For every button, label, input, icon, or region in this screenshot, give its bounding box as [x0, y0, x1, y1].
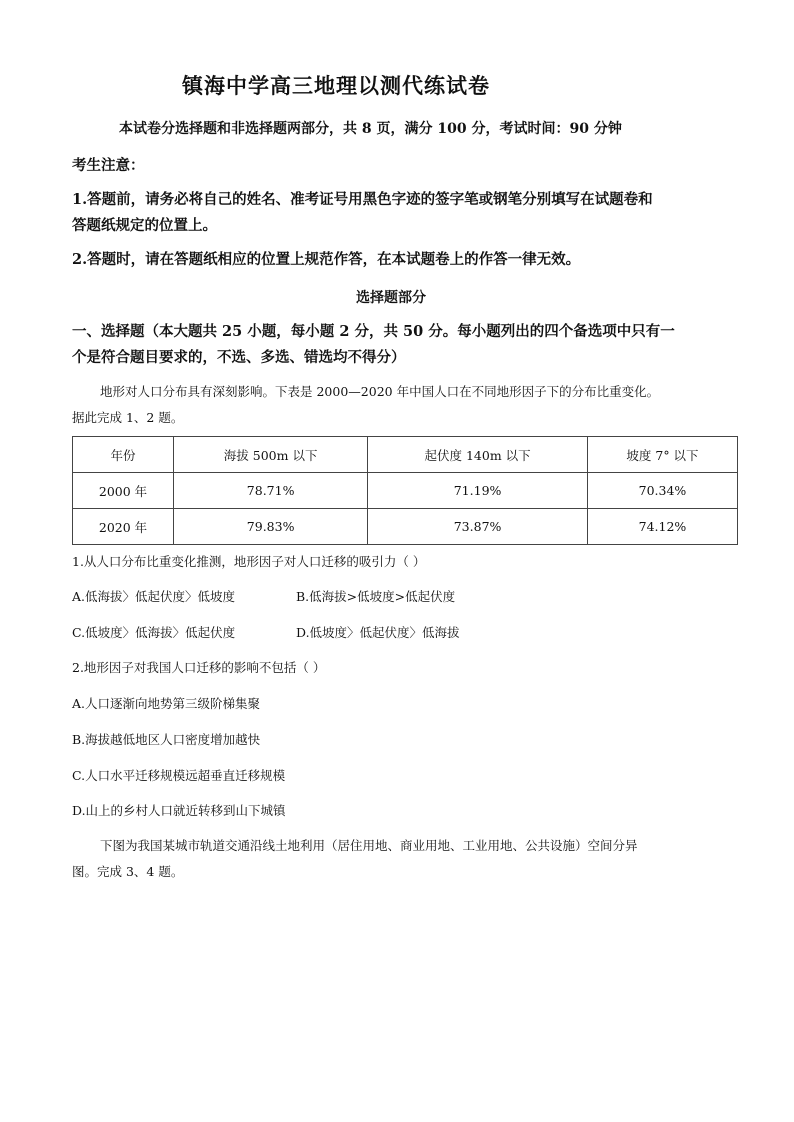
table-header-cell: 起伏度 140m 以下: [368, 437, 588, 473]
exam-info: 本试卷分选择题和非选择题两部分，共 8 页，满分 100 分，考试时间：90 分钟: [119, 121, 622, 137]
section-title: 选择题部分: [356, 290, 426, 306]
material-1-line-1: 地形对人口分布具有深刻影响。下表是 2000—2020 年中国人口在不同地形因子下的分布比重变化。: [100, 384, 660, 399]
table-header-cell: 坡度 7° 以下: [587, 437, 737, 473]
table-cell: 78.71%: [174, 473, 368, 509]
material-2-line-2: 图。完成 3、4 题。: [72, 864, 184, 879]
notice-item-2: 2.答题时，请在答题纸相应的位置上规范作答，在本试题卷上的作答一律无效。: [72, 251, 581, 268]
table-cell: 2020 年: [73, 509, 174, 545]
question-2-option-d: D.山上的乡村人口就近转移到山下城镇: [72, 803, 286, 818]
question-1-option-d: D.低坡度〉低起伏度〉低海拔: [296, 625, 460, 640]
question-1-option-a: A.低海拔〉低起伏度〉低坡度: [72, 589, 236, 604]
question-2-stem: 2.地形因子对我国人口迁移的影响不包括（ ）: [72, 660, 326, 675]
table-cell: 2000 年: [73, 473, 174, 509]
table-header-cell: 年份: [73, 437, 174, 473]
table-cell: 70.34%: [587, 473, 737, 509]
table-header-row: [73, 437, 738, 473]
question-1-option-c: C.低坡度〉低海拔〉低起伏度: [72, 625, 236, 640]
table-cell: 73.87%: [368, 509, 588, 545]
question-2-option-b: B.海拔越低地区人口密度增加越快: [72, 732, 261, 747]
table-row: [73, 473, 738, 509]
notice-item-1-line-1: 1.答题前，请务必将自己的姓名、准考证号用黑色字迹的签字笔或钢笔分别填写在试题卷和: [72, 191, 653, 208]
notice-heading: 考生注意：: [72, 157, 145, 174]
table-cell: 79.83%: [174, 509, 368, 545]
table-cell: 71.19%: [368, 473, 588, 509]
material-2-line-1: 下图为我国某城市轨道交通沿线土地利用（居住用地、商业用地、工业用地、公共设施）空间分异: [100, 838, 638, 853]
page-title: 镇海中学高三地理以测代练试卷: [182, 73, 490, 98]
notice-item-1-line-2: 答题纸规定的位置上。: [72, 217, 217, 234]
section-instruction-line-2: 个是符合题目要求的，不选、多选、错选均不得分）: [72, 349, 406, 366]
population-distribution-table: [72, 436, 738, 545]
question-1-stem: 1.从人口分布比重变化推测，地形因子对人口迁移的吸引力（ ）: [72, 554, 426, 569]
table-header-cell: 海拔 500m 以下: [174, 437, 368, 473]
table-cell: 74.12%: [587, 509, 737, 545]
question-1-option-b: B.低海拔>低坡度>低起伏度: [296, 589, 456, 604]
table-row: [73, 509, 738, 545]
section-instruction-line-1: 一、选择题（本大题共 25 小题，每小题 2 分，共 50 分。每小题列出的四个备选项中只有一: [72, 323, 675, 340]
material-1-line-2: 据此完成 1、2 题。: [72, 410, 184, 425]
question-2-option-a: A.人口逐渐向地势第三级阶梯集聚: [72, 696, 261, 711]
question-2-option-c: C.人口水平迁移规模远超垂直迁移规模: [72, 768, 286, 783]
